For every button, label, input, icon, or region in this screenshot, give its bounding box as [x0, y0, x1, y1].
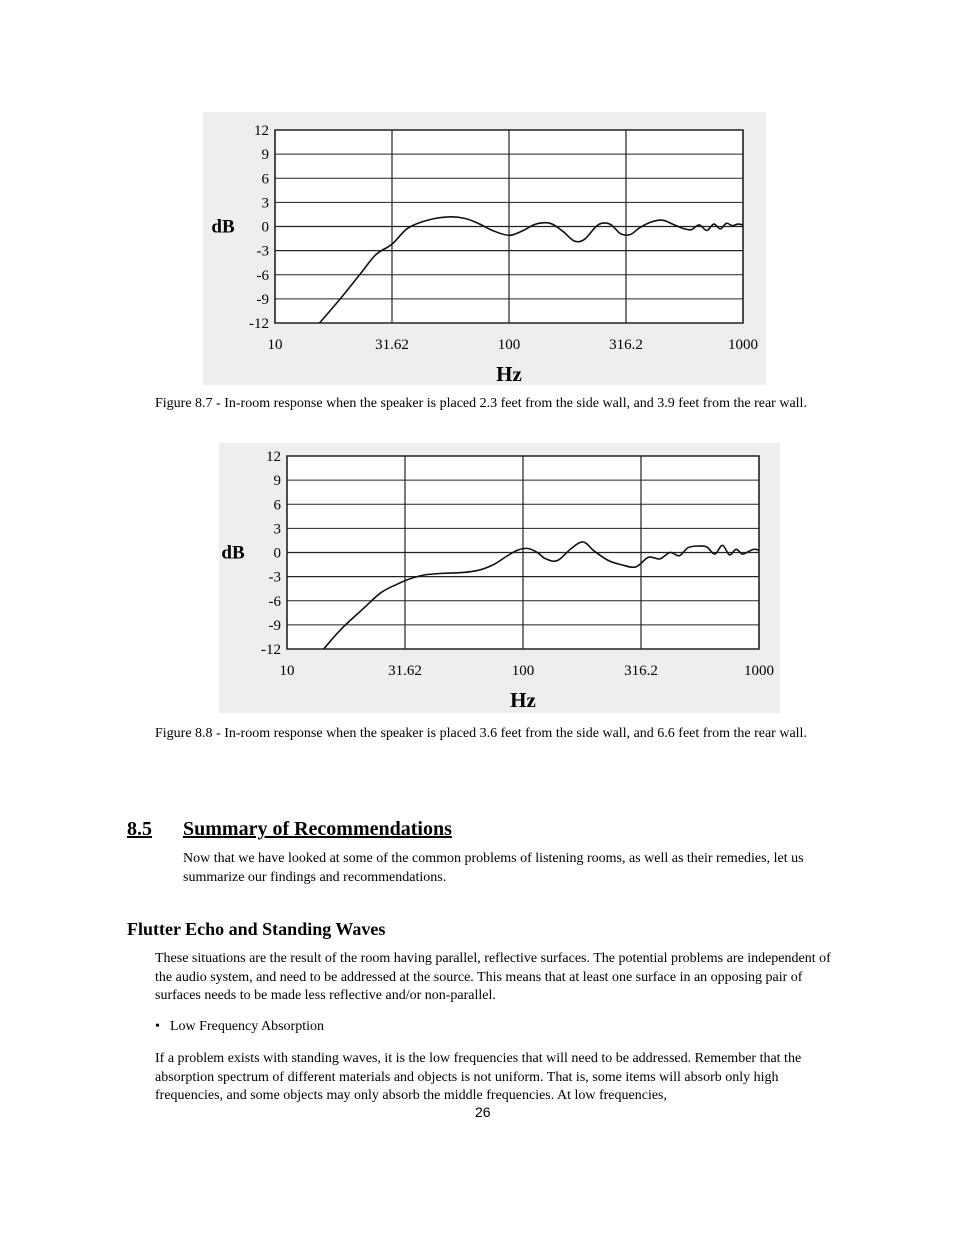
x-tick-label: 316.2	[609, 337, 643, 353]
y-tick-label: -12	[261, 642, 281, 658]
y-tick-label: -3	[268, 569, 281, 586]
chart-svg	[203, 112, 766, 385]
y-axis-label: dB	[211, 216, 235, 238]
y-tick-label: 0	[273, 545, 281, 562]
subsection-heading: Flutter Echo and Standing Waves	[127, 919, 386, 939]
y-tick-label: -6	[256, 267, 269, 284]
chart-svg	[219, 443, 780, 713]
y-tick-label: -9	[256, 291, 269, 308]
y-tick-label: 9	[261, 147, 269, 164]
bullet-dot: •	[155, 1019, 160, 1034]
y-tick-label: -12	[249, 316, 269, 332]
section-title: Summary of Recommendations	[183, 818, 452, 840]
x-tick-label: 10	[279, 663, 295, 679]
page-number: 26	[475, 1104, 491, 1120]
x-tick-label: 31.62	[375, 337, 409, 353]
y-tick-label: -9	[268, 617, 281, 634]
x-tick-label: 1000	[744, 663, 774, 679]
x-axis-label: Hz	[510, 688, 536, 712]
section-heading	[127, 818, 452, 841]
y-axis-label: dB	[221, 542, 245, 564]
bullet-item	[155, 1019, 324, 1035]
y-tick-label: 6	[261, 171, 269, 188]
subsection-paragraph-2: If a problem exists with standing waves, it is the low frequencies that will need to be addressed. Remember that the absorption spectrum of different materials and objects is not uniform. That is, some items will absorb only high frequencies, and some objects may only absorb the middle frequencies. At low frequencies,	[155, 1051, 802, 1103]
y-tick-label: -6	[268, 593, 281, 610]
section-intro: Now that we have looked at some of the common problems of listening rooms, as well as their remedies, let us summarize our findings and recommendations.	[183, 851, 804, 885]
x-tick-label: 1000	[728, 337, 758, 353]
x-tick-label: 100	[497, 337, 521, 353]
section-number: 8.5	[127, 818, 152, 840]
y-tick-label: 3	[273, 521, 281, 538]
x-tick-label: 31.62	[388, 663, 422, 679]
bullet-text: Low Frequency Absorption	[170, 1019, 324, 1034]
x-axis-label: Hz	[496, 362, 522, 385]
figure-8-8-chart	[219, 443, 780, 713]
y-tick-label: -3	[256, 243, 269, 260]
y-tick-label: 6	[273, 497, 281, 514]
figure-8-8-caption: Figure 8.8 - In-room response when the speaker is placed 3.6 feet from the side wall, and 6.6 feet from the rear wall.	[155, 726, 807, 741]
figure-8-7-chart	[203, 112, 766, 385]
x-tick-label: 100	[511, 663, 535, 679]
y-tick-label: 9	[273, 473, 281, 490]
y-tick-label: 3	[261, 195, 269, 212]
figure-8-7-caption: Figure 8.7 - In-room response when the speaker is placed 2.3 feet from the side wall, and 3.9 feet from the rear wall.	[155, 396, 807, 411]
x-tick-label: 316.2	[624, 663, 658, 679]
y-tick-label: 12	[254, 123, 269, 139]
subsection-paragraph-1: These situations are the result of the room having parallel, reflective surfaces. The potential problems are independent of the audio system, and need to be addressed at the source. This means that at least one surface in an opposing pair of surfaces needs to be made less reflective and/or non-parallel.	[155, 951, 831, 1003]
x-tick-label: 10	[267, 337, 283, 353]
y-tick-label: 0	[261, 219, 269, 236]
y-tick-label: 12	[266, 449, 281, 465]
